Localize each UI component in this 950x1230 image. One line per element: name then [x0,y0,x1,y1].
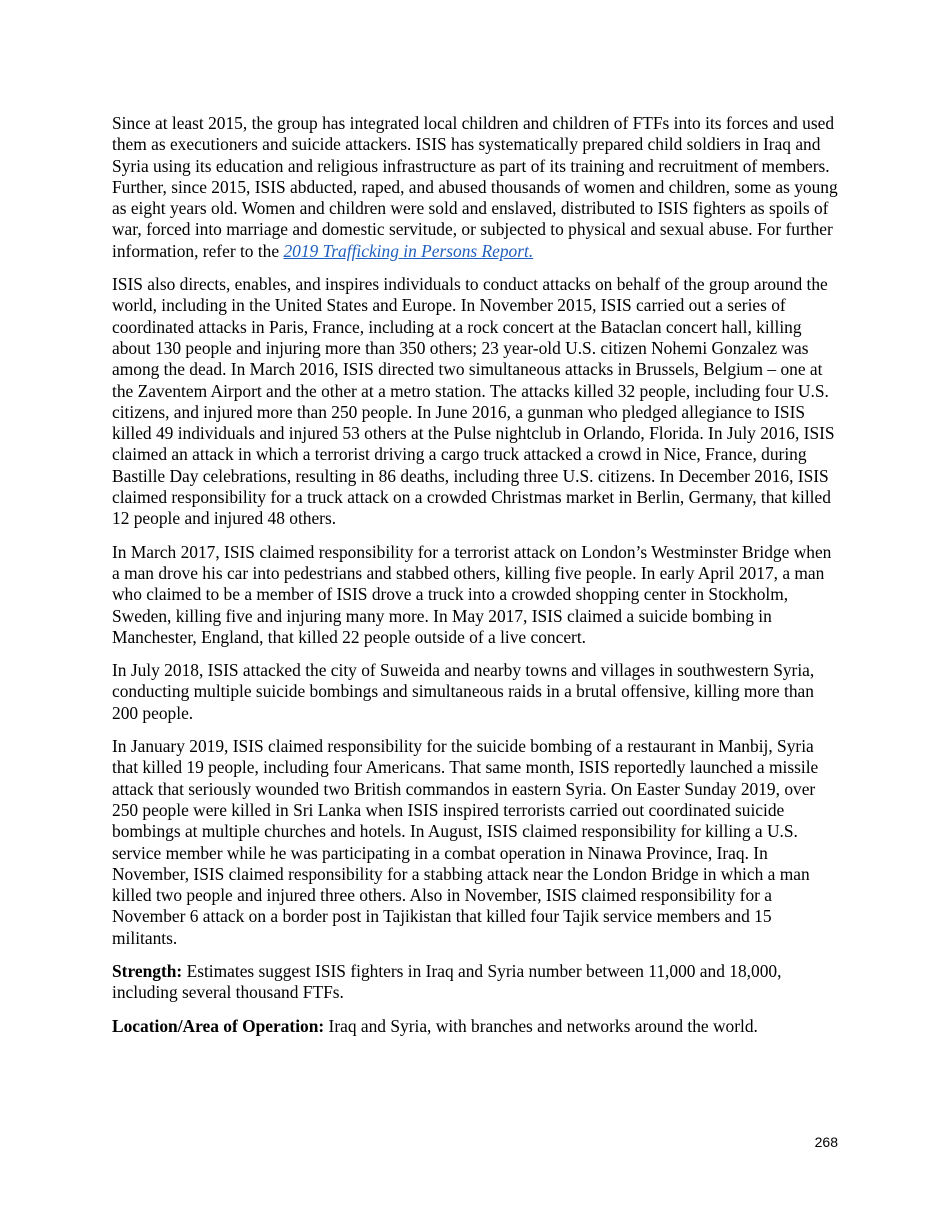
paragraph-location [112,1016,838,1037]
location-label: Location/Area of Operation: [112,1015,325,1036]
strength-text: Estimates suggest ISIS fighters in Iraq and Syria number between 11,000 and 18,000, including several thousand FTFs. [112,960,782,1003]
paragraph-attacks-2018: In July 2018, ISIS attacked the city of Suweida and nearby towns and villages in southwestern Syria, conducting multiple suicide bombings and simultaneous raids in a brutal offensive, killing more than 200 people. [112,660,815,723]
page-number: 268 [814,1134,838,1150]
paragraph-attacks-2015-2016: ISIS also directs, enables, and inspires individuals to conduct attacks on behalf of the group around the world, including in the United States and Europe. In November 2015, ISIS carried out a series of coordinated attacks in Paris, France, including at a rock concert at the Bataclan concert hall, killing about 130 people and injuring more than 350 others; 23 year-old U.S. citizen Nohemi Gonzalez was among the dead. In March 2016, ISIS directed two simultaneous attacks in Brussels, Belgium – one at the Zaventem Airport and the other at a metro station. The attacks killed 32 people, including four U.S. citizens, and injured more than 250 people. In June 2016, a gunman who pledged allegiance to ISIS killed 49 individuals and injured 53 others at the Pulse nightclub in Orlando, Florida. In July 2016, ISIS claimed an attack in which a terrorist driving a cargo truck attacked a crowd in Nice, France, during Bastille Day celebrations, resulting in 86 deaths, including three U.S. citizens. In December 2016, ISIS claimed responsibility for a truck attack on a crowded Christmas market in Berlin, Germany, that killed 12 people and injured 48 others. [112,274,835,529]
trafficking-report-link[interactable]: 2019 Trafficking in Persons Report. [283,240,534,261]
paragraph-strength [112,961,838,1004]
document-body [112,113,838,1049]
paragraph-attacks-2017: In March 2017, ISIS claimed responsibility for a terrorist attack on London’s Westminster Bridge when a man drove his car into pedestrians and stabbed others, killing five people. In early April 2017, a man who claimed to be a member of ISIS drove a truck into a crowded shopping center in Stockholm, Sweden, killing five and injuring many more. In May 2017, ISIS claimed a suicide bombing in Manchester, England, that killed 22 people outside of a live concert. [112,541,832,647]
paragraph-attacks-2019: In January 2019, ISIS claimed responsibility for the suicide bombing of a restaurant in Manbij, Syria that killed 19 people, including four Americans. That same month, ISIS reportedly launched a missile attack that seriously wounded two British commandos in eastern Syria. On Easter Sunday 2019, over 250 people were killed in Sri Lanka when ISIS inspired terrorists carried out coordinated suicide bombings at multiple churches and hotels. In August, ISIS claimed responsibility for killing a U.S. service member while he was participating in a combat operation in Ninawa Province, Iraq. In November, ISIS claimed responsibility for a stabbing attack near the London Bridge in which a man killed two people and injured three others. Also in November, ISIS claimed responsibility for a November 6 attack on a border post in Tajikistan that killed four Tajik service members and 15 militants. [112,736,819,948]
paragraph-text: Since at least 2015, the group has integrated local children and children of FTFs into its forces and used them as executioners and suicide attackers. ISIS has systematically prepared child soldiers in Iraq and Syria using its education and religious infrastructure as part of its training and recruitment of members. Further, since 2015, ISIS abducted, raped, and abused thousands of women and children, some as young as eight years old. Women and children were sold and enslaved, distributed to ISIS fighters as spoils of war, forced into marriage and domestic servitude, or subjected to physical and sexual abuse. For further information, refer to the [112,113,838,261]
strength-label: Strength: [112,960,183,981]
paragraph-child-soldiers [112,113,838,262]
location-text: Iraq and Syria, with branches and networks around the world. [324,1015,758,1036]
